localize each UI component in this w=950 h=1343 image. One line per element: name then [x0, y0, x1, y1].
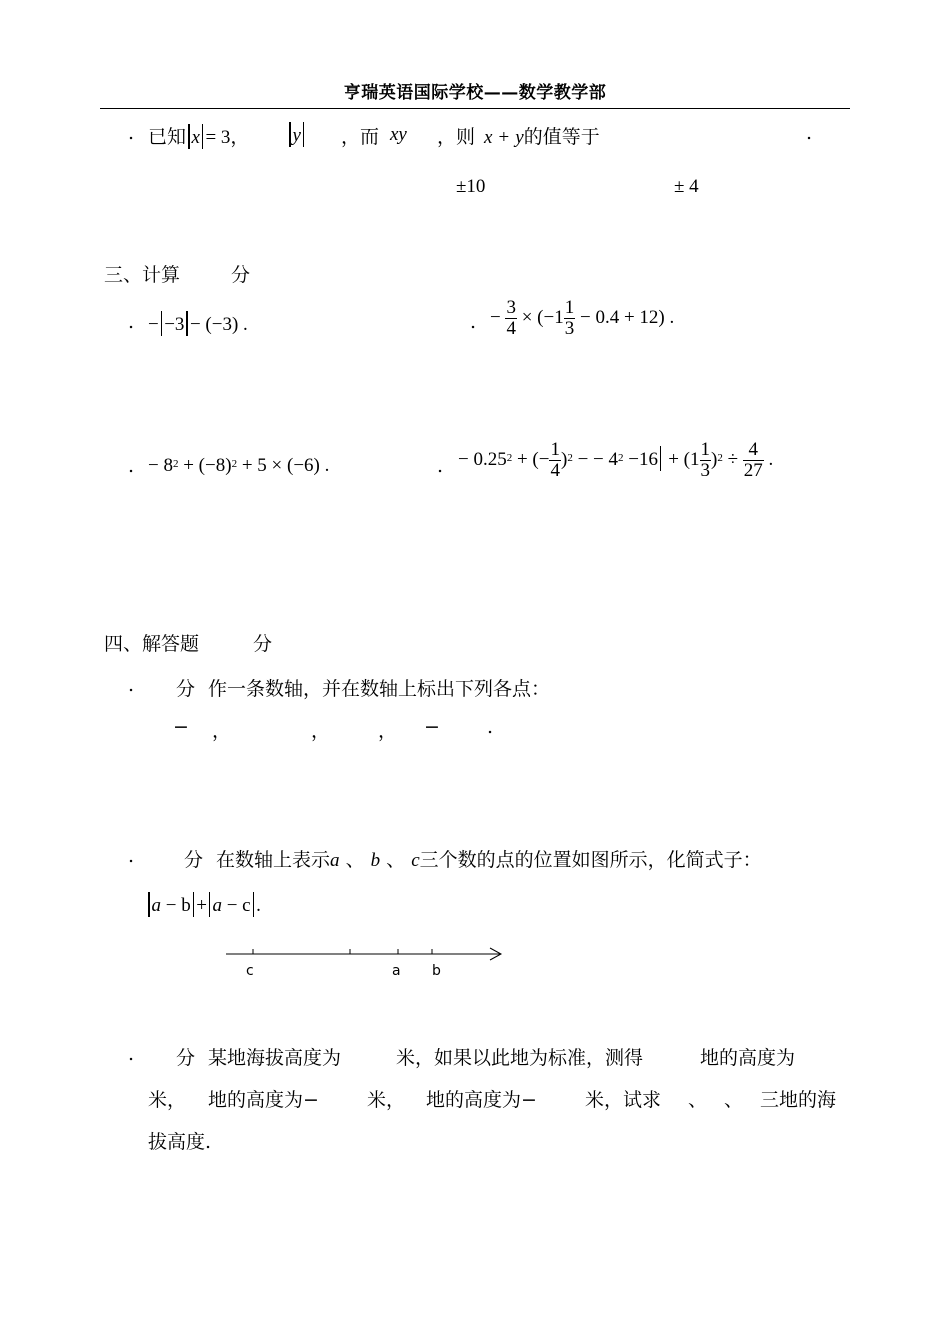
p2-score: 分	[184, 849, 204, 871]
calc1-three: −3	[164, 314, 185, 335]
calc3-term3: + 5 × (−6) .	[241, 455, 330, 476]
q1-var-y: y	[292, 125, 301, 146]
expr-minus-c: − c	[226, 895, 251, 916]
q1-var-x: x	[191, 127, 200, 148]
q1-sum-y: y	[515, 127, 524, 148]
fraction-denominator: 3	[700, 459, 711, 481]
calc3-dot: .	[128, 455, 135, 477]
calc1-minus: −	[148, 314, 159, 335]
label-c: c	[246, 963, 254, 979]
p3-score: 分	[176, 1047, 196, 1069]
q1-eq3: = 3，	[205, 127, 250, 148]
abs-bar	[193, 892, 195, 917]
mixed-fraction-1-3	[700, 440, 712, 481]
p3-line2g: 、	[724, 1089, 744, 1111]
calc2-neg: −	[490, 306, 501, 328]
fraction-numerator: 1	[564, 297, 575, 318]
p3-line1a: 某地海拔高度为	[208, 1047, 342, 1069]
page-header: 亨瑞英语国际学校——数学教学部	[343, 83, 607, 103]
abs-bar	[202, 124, 204, 149]
fraction-3-4	[505, 298, 517, 339]
p3-line2c: 米，	[367, 1089, 406, 1111]
mixed-fraction-1-3	[564, 298, 576, 339]
p3-line2h: 三地的海	[760, 1089, 837, 1111]
calc2-dot: .	[470, 311, 477, 333]
exponent: 2	[231, 458, 238, 470]
calc4-paren-close: )	[711, 448, 718, 470]
calc2-times: × (−1	[521, 306, 564, 328]
calc4-expression	[458, 440, 773, 481]
abs-bar	[253, 892, 255, 917]
p2-sep: 、	[345, 849, 365, 871]
q1-prompt	[148, 122, 249, 149]
p1-end: .	[487, 716, 494, 738]
fraction-numerator: 3	[506, 297, 516, 318]
exponent: 2	[567, 451, 573, 464]
p2-expression	[146, 892, 261, 917]
abs-bar	[186, 311, 188, 336]
p2-pre: 在数轴上表示	[216, 849, 331, 871]
q1-number-dot: .	[128, 122, 135, 144]
abs-bar	[148, 892, 150, 917]
expr-a2: a	[212, 895, 222, 916]
calc3-expression	[148, 455, 329, 477]
calc1-expression	[148, 311, 248, 336]
q1-sum-plus: +	[498, 127, 510, 148]
fraction-1-4	[549, 440, 561, 481]
fraction-denominator: 3	[564, 317, 575, 339]
p3-line2d: 地的高度为−	[426, 1089, 537, 1111]
calc2-expression	[490, 298, 674, 339]
expr-minus-b: − b	[165, 895, 191, 916]
calc4-divide: ÷	[727, 448, 739, 470]
calc4-term1: − 0.25	[458, 448, 507, 470]
label-a: a	[392, 963, 401, 979]
header-rule	[100, 108, 850, 109]
fraction-numerator: 1	[700, 439, 711, 460]
p3-line1b: 米，如果以此地为标准，测得	[396, 1047, 644, 1069]
q1-sum-x: x	[484, 127, 493, 148]
calc4-dot: .	[437, 455, 444, 477]
label-b: b	[432, 963, 441, 979]
calc4-term3: − − 4	[577, 448, 618, 470]
expr-plus: +	[196, 895, 207, 916]
q1-abs-y	[287, 122, 306, 147]
section4-title: 四、解答题	[104, 633, 200, 655]
abs-bar	[303, 122, 305, 147]
p2-text	[216, 845, 762, 872]
p2-dot: .	[128, 845, 135, 867]
p1-point-1: −	[173, 716, 189, 738]
calc3-term1: − 8	[148, 455, 173, 476]
fraction-denominator: 27	[743, 459, 763, 481]
fraction-numerator: 1	[550, 439, 560, 460]
q1-option-a: ±10	[456, 176, 486, 197]
calc1-dot: .	[128, 311, 135, 333]
section3-title: 三、计算	[104, 264, 181, 286]
p1-point-5: −	[424, 716, 440, 738]
p1-dot: .	[128, 674, 135, 696]
fraction-4-27	[743, 440, 764, 481]
p1-comma-2: ，	[311, 720, 331, 742]
calc4-end-dot: .	[768, 448, 774, 470]
calc2-rest: − 0.4 + 12) .	[579, 306, 675, 328]
abs-bar	[660, 446, 662, 471]
abs-bar	[161, 311, 163, 336]
q1-option-b: ± 4	[674, 176, 699, 197]
calc4-paren-open: + (−	[516, 448, 550, 470]
fraction-denominator: 4	[506, 317, 516, 339]
p3-dot: .	[128, 1043, 135, 1065]
fraction-numerator: 4	[743, 440, 764, 461]
abs-bar	[209, 892, 211, 917]
exponent: 2	[172, 458, 179, 470]
expr-end: .	[256, 895, 261, 916]
p2-sep: 、	[386, 849, 406, 871]
p1-comma-3: ，	[378, 720, 398, 742]
p3-line2a: 米，	[148, 1089, 187, 1111]
section3-score-unit: 分	[231, 264, 251, 286]
calc4-term5: + (1	[668, 448, 700, 470]
calc1-rest: − (−3) .	[189, 314, 248, 335]
calc4-paren-close: )	[560, 448, 568, 470]
p2-var-c: c	[411, 850, 420, 871]
q1-end-dot: .	[806, 122, 813, 144]
q1-known: 已知	[148, 126, 187, 148]
number-line-diagram	[222, 940, 512, 985]
p1-score: 分	[176, 678, 196, 700]
q1-sum	[484, 122, 600, 149]
q1-value-of: 的值等于	[523, 126, 600, 148]
section4-score-unit: 分	[253, 633, 273, 655]
calc4-term4: −16	[628, 448, 658, 470]
p2-var-b: b	[370, 850, 381, 871]
p3-line2b: 地的高度为−	[208, 1089, 319, 1111]
exponent: 2	[717, 451, 723, 464]
p3-line2f: 、	[688, 1089, 708, 1111]
abs-bar	[188, 124, 190, 149]
q1-and: ，而	[341, 126, 380, 148]
p1-comma-1: ，	[212, 720, 232, 742]
expr-a: a	[151, 895, 161, 916]
exponent: 2	[618, 451, 624, 464]
p3-line2e: 米，试求	[585, 1089, 662, 1111]
p3-line3: 拔高度.	[148, 1131, 212, 1153]
p3-line1c: 地的高度为	[700, 1047, 796, 1069]
p1-text: 作一条数轴，并在数轴上标出下列各点：	[208, 678, 551, 700]
exponent: 2	[506, 451, 513, 464]
fraction-denominator: 4	[550, 459, 560, 481]
q1-xy: xy	[390, 124, 407, 145]
calc3-term2: + (−8)	[183, 455, 232, 476]
p2-var-a: a	[330, 850, 340, 871]
q1-then: ，则	[437, 126, 476, 148]
abs-bar	[289, 122, 291, 147]
p2-post: 三个数的点的位置如图所示，化简式子：	[419, 849, 762, 871]
